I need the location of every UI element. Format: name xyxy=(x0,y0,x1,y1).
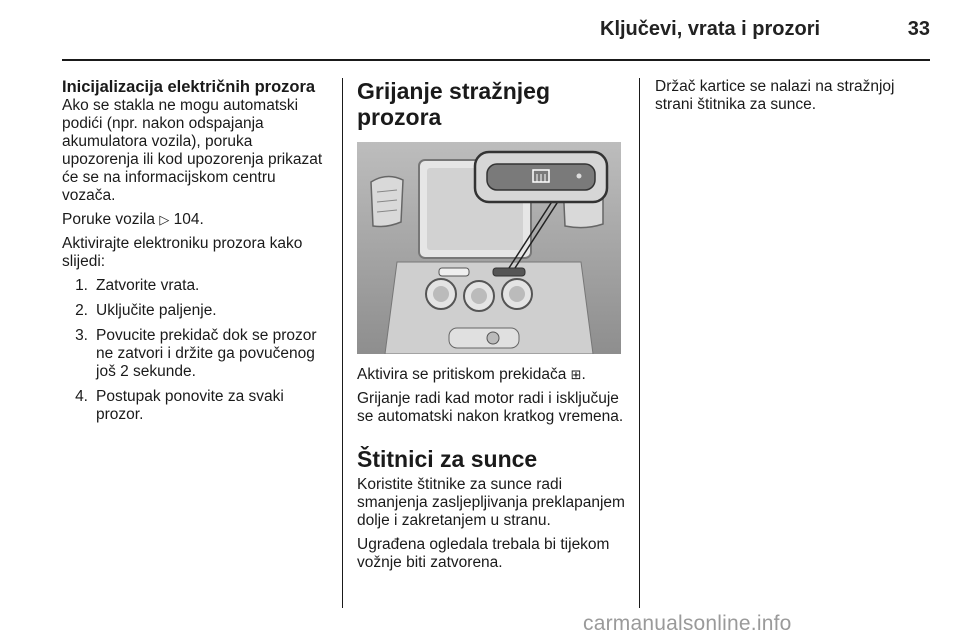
page-number: 33 xyxy=(907,18,930,40)
mirrors-text: Ugrađena ogledala trebala bi tijekom vožnje biti zatvorena. xyxy=(357,536,610,571)
step-number: 2. xyxy=(75,302,88,319)
window-init-paragraph: Ako se stakla ne mogu automatski podići (npr. nakon odspajanja akumulatora vozila), poruka upozorenja ili kod upozorenja prikazat će se na informacijskom centru vozača. xyxy=(62,97,323,204)
list-item xyxy=(62,277,332,295)
column-divider-2 xyxy=(639,78,640,608)
sun-visors-text: Koristite štitnike za sunce radi smanjenja zasljepljivanja preklapanjem dolje i zakretanjem u stranu. xyxy=(357,476,625,529)
sun-visors-heading: Štitnici za sunce xyxy=(357,446,538,472)
column-divider-1 xyxy=(342,78,343,608)
column-3 xyxy=(655,78,930,122)
page-reference-arrow-icon: ▷ xyxy=(159,212,170,227)
step-text: Postupak ponovite za svaki prozor. xyxy=(96,388,284,423)
watermark: carmanualsonline.info xyxy=(583,612,792,635)
dashboard-photo xyxy=(357,142,621,354)
step-text: Povucite prekidač dok se prozor ne zatvori i držite ga povučenog još 2 sekunde. xyxy=(96,327,317,380)
list-item xyxy=(62,388,332,424)
vehicle-messages-reference xyxy=(62,211,332,229)
step-number: 3. xyxy=(75,327,88,344)
column-2 xyxy=(357,78,627,578)
window-init-heading: Inicijalizacija električnih prozora xyxy=(62,78,316,96)
rear-window-heating-icon: ⊞ xyxy=(570,367,582,382)
step-number: 1. xyxy=(75,277,88,294)
activation-text: Aktivira se pritiskom prekidača ⊞. xyxy=(357,366,586,383)
activation-intro: Aktivirajte elektroniku prozora kako slijedi: xyxy=(62,235,303,270)
vehicle-messages-text: Poruke vozila xyxy=(62,211,156,228)
header-rule xyxy=(62,59,930,61)
rear-window-heating-heading: Grijanje stražnjeg prozora xyxy=(357,78,551,130)
step-text: Zatvorite vrata. xyxy=(96,277,200,294)
list-item xyxy=(62,327,332,381)
vehicle-messages-page: 104. xyxy=(173,211,204,228)
step-number: 4. xyxy=(75,388,88,405)
list-item xyxy=(62,302,332,320)
column-1 xyxy=(62,78,332,431)
activation-steps xyxy=(62,277,332,424)
activation-text-body: Aktivira se pritiskom prekidača xyxy=(357,366,567,383)
card-holder-text: Držač kartice se nalazi na stražnjoj strani štitnika za sunce. xyxy=(655,78,895,113)
dashboard-illustration xyxy=(357,142,621,354)
step-text: Uključite paljenje. xyxy=(96,302,217,319)
page-header-title: Ključevi, vrata i prozori xyxy=(600,18,821,40)
heating-operation-text: Grijanje radi kad motor radi i isključuje se automatski nakon kratkog vremena. xyxy=(357,390,624,425)
